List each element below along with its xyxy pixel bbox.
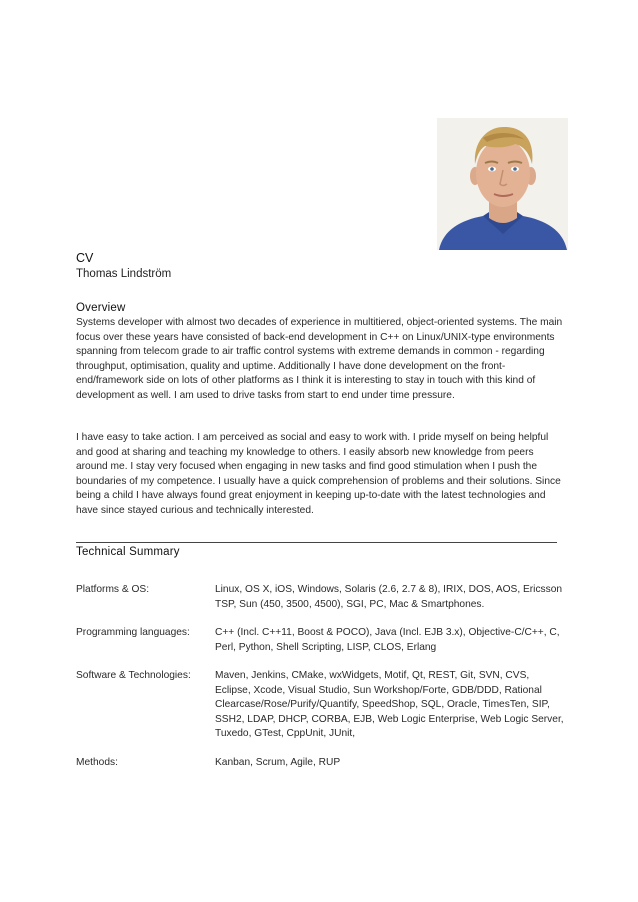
skill-value: Kanban, Scrum, Agile, RUP: [215, 757, 341, 768]
person-name: Thomas Lindström: [76, 268, 172, 280]
skill-value: Maven, Jenkins, CMake, wxWidgets, Motif, Qt, REST, Git, SVN, CVS, Eclipse, Xcode, Visual Studio, Sun Workshop/Forte, GDB/DDD, Rational Clearcase/Rose/Purify/Quantify, SpeedShop, SQL, Oracle, TimesTen, SIP, SSH2, LDAP, DHCP, CORBA, EJB, Web Logic Enterprise, Web Logic Server, Tuxedo, GTest, CppUnit, JUnit,: [215, 670, 564, 739]
skill-label: Programming languages:: [76, 627, 190, 638]
document-title: CV: [76, 251, 94, 265]
skill-label: Software & Technologies:: [76, 670, 191, 681]
profile-photo: [437, 118, 568, 250]
overview-paragraph-2: I have easy to take action. I am perceived as social and easy to work with. I pride myself on being helpful and good at sharing and teaching my knowledge to others. I easily absorb new knowledge from peers around me. I stay very focused when engaging in new tasks and find good stimulation when I push the boundaries of my competence. I usually have a quick comprehension of problems and their solutions. Since being a child I have always found great enjoyment in keeping up-to-date with the latest technologies and have since stayed curious and technically interested.: [76, 432, 561, 516]
technical-summary-heading: Technical Summary: [76, 546, 180, 558]
overview-heading: Overview: [76, 302, 126, 314]
skill-value: C++ (Incl. C++11, Boost & POCO), Java (Incl. EJB 3.x), Objective-C/C++, C, Perl, Python, Shell Scripting, LISP, CLOS, Erlang: [215, 627, 560, 653]
skill-value: Linux, OS X, iOS, Windows, Solaris (2.6, 2.7 & 8), IRIX, DOS, AOS, Ericsson TSP, Sun (450, 3500, 4500), SGI, PC, Mac & Smartphones.: [215, 584, 563, 610]
portrait-illustration: [437, 118, 568, 250]
skill-label: Platforms & OS:: [76, 584, 150, 595]
section-divider: [76, 542, 557, 543]
skill-label: Methods:: [76, 757, 118, 768]
overview-paragraph-1: Systems developer with almost two decades of experience in multitiered, object-oriented systems. The main focus over these years have consisted of back-end development in C++ on Linux/UNIX-type environments spanning from telecom grade to air traffic control systems with extreme demands in common - regarding throughput, optimisation, quality and uptime. Additionally I have done development on the front-end/framework side on lots of other platforms as I think it is interesting to stay in touch with this kind of development as well. I am used to drive tasks from start to end under time pressure.: [76, 317, 563, 401]
